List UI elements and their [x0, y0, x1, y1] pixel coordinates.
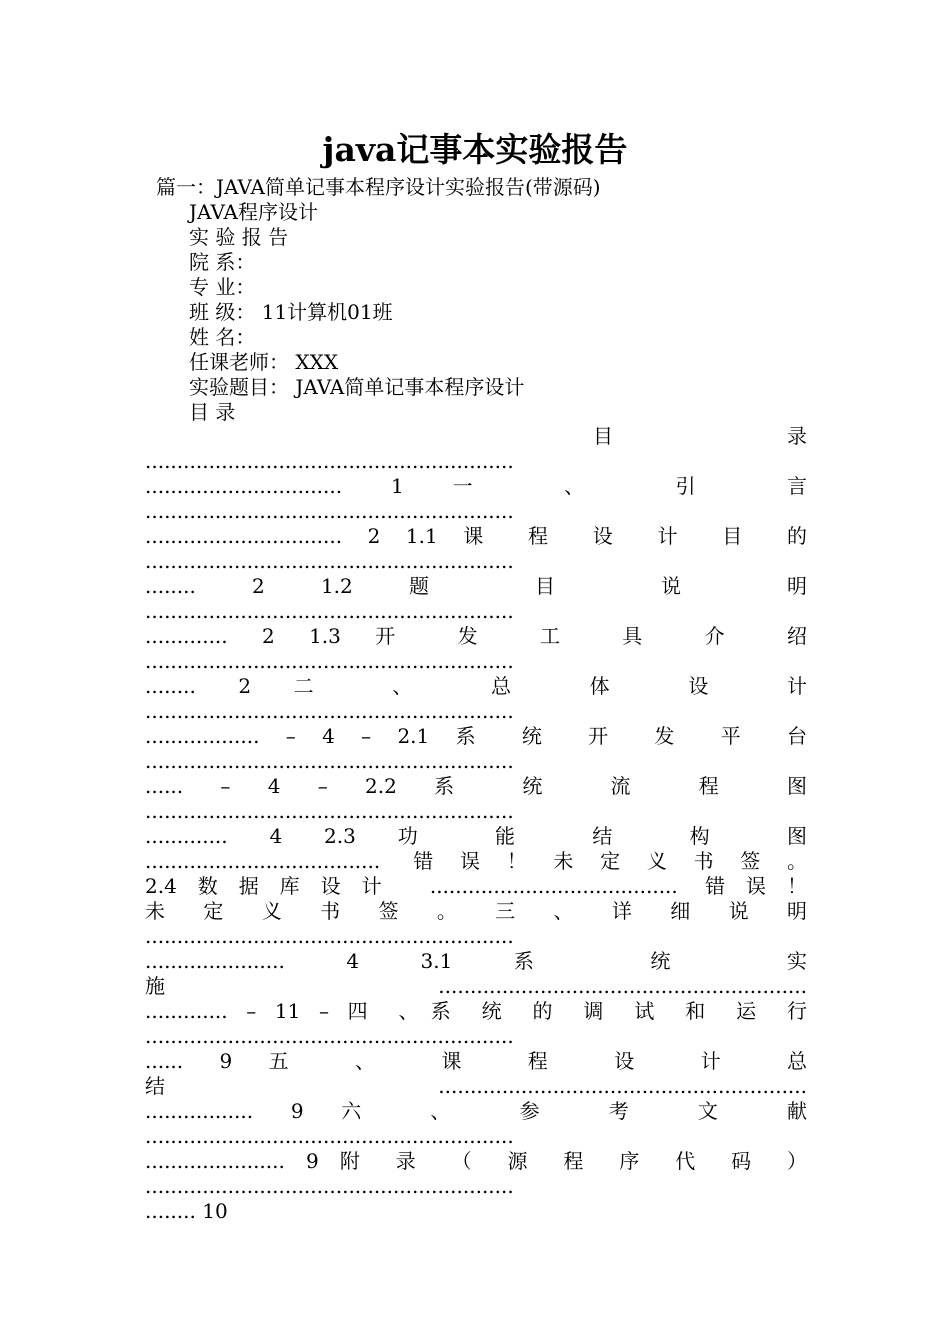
- toc-line: ..........................................................: [145, 599, 514, 623]
- document-title: java记事本实验报告: [322, 130, 628, 169]
- toc-line: ................. 9 六 、 参 考 文 献: [145, 1099, 807, 1123]
- toc-line: ............. 2 1.3 开 发 工 具 介 绍: [145, 624, 807, 648]
- major-field: 专 业：: [189, 275, 256, 299]
- name-field: 姓 名：: [189, 325, 256, 349]
- toc-line: ........ 10: [145, 1199, 228, 1223]
- toc-line: ...... 9 五 、 课 程 设 计 总: [145, 1049, 807, 1073]
- contents-label: 目 录: [189, 400, 236, 424]
- toc-header-char: 目: [593, 424, 613, 448]
- toc-line: ..........................................................: [145, 1024, 514, 1048]
- class-field: 班 级： 11计算机01班: [189, 300, 393, 324]
- toc-line: ...................... 4 3.1 系 统 实: [145, 949, 807, 973]
- toc-line: ..........................................................: [145, 549, 514, 573]
- department-field: 院 系：: [189, 250, 256, 274]
- toc-header: [145, 424, 807, 449]
- toc-header-char: 录: [787, 424, 807, 448]
- toc-line: ..........................................................: [145, 649, 514, 673]
- toc-line: ............. – 11 – 四 、系 统 的 调 试 和 运 行: [145, 999, 807, 1023]
- toc-line: ............. 4 2.3 功 能 结 构 图: [145, 824, 807, 848]
- toc-line: .................. – 4 – 2.1 系 统 开 发 平 台: [145, 724, 807, 748]
- toc-line: 结..........................................................: [145, 1074, 807, 1098]
- toc-line: ..........................................................: [145, 499, 514, 523]
- teacher-field: 任课老师： XXX: [189, 350, 339, 374]
- toc-line: ...................... 9 附 录 （ 源 程 序 代 码 ）: [145, 1149, 807, 1173]
- toc-line: 2.4数据库设计 ....................................... 错误！: [145, 874, 807, 898]
- toc-line: 未 定 义 书 签 。 三 、 详 细 说 明: [145, 899, 807, 923]
- course-name: JAVA程序设计: [189, 200, 318, 224]
- toc-line: 施..........................................................: [145, 974, 807, 998]
- toc-line: ..........................................................: [145, 449, 514, 473]
- toc-line: ..........................................................: [145, 799, 514, 823]
- toc-line: ..................................... 错误！未定义书签。: [145, 849, 807, 873]
- toc-line: ..........................................................: [145, 924, 514, 948]
- toc-line: ..........................................................: [145, 749, 514, 773]
- toc-line: ...... – 4 – 2.2 系 统 流 程 图: [145, 774, 807, 798]
- toc-line: ..........................................................: [145, 1174, 514, 1198]
- toc-line: ..........................................................: [145, 699, 514, 723]
- toc-line: ............................... 2 1.1 课 程 设 计 目 的: [145, 524, 807, 548]
- toc-line: ..........................................................: [145, 1124, 514, 1148]
- toc-line: ........ 2 1.2 题 目 说 明: [145, 574, 807, 598]
- topic-field: 实验题目： JAVA简单记事本程序设计: [189, 375, 525, 399]
- toc-line: ........ 2 二 、 总 体 设 计: [145, 674, 807, 698]
- section-heading: 篇一：JAVA简单记事本程序设计实验报告(带源码): [156, 175, 601, 199]
- toc-line: ............................... 1 一 、 引 言: [145, 474, 807, 498]
- report-label: 实 验 报 告: [189, 225, 289, 249]
